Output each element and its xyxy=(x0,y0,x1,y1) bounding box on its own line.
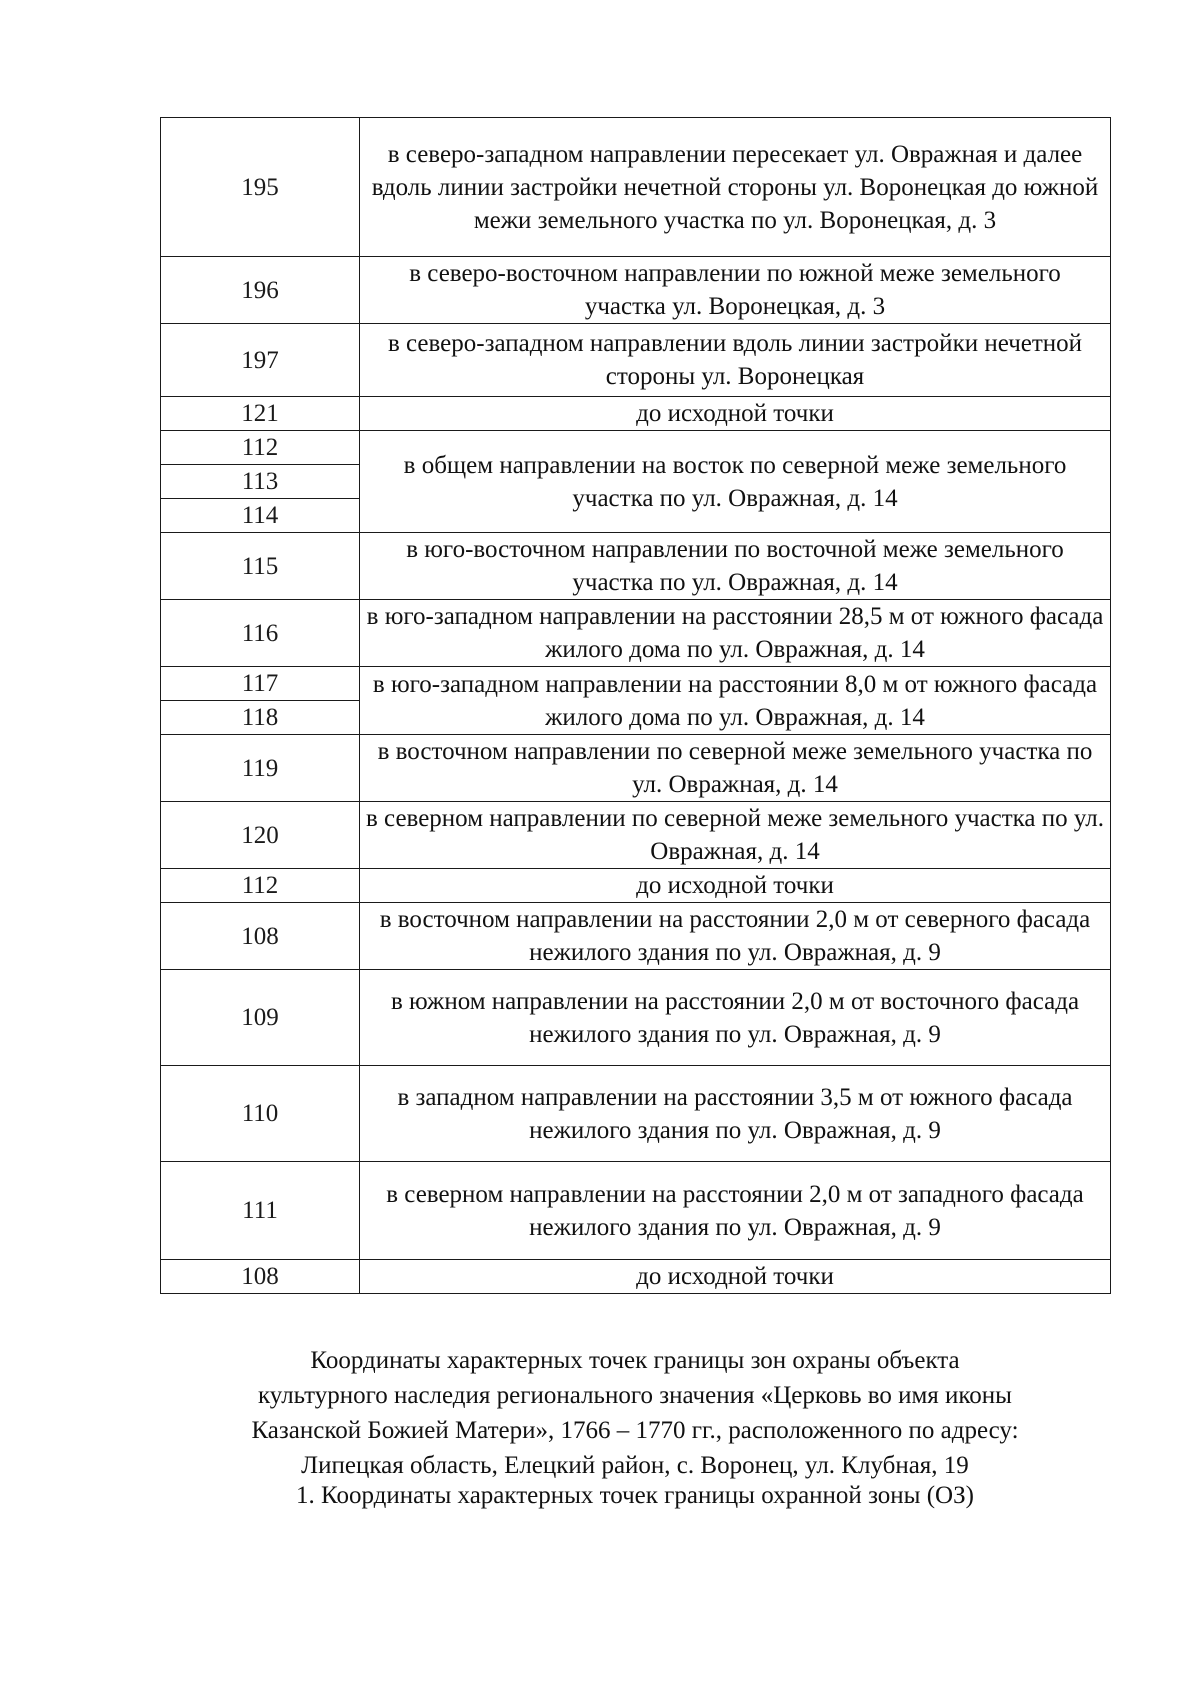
direction-description: в западном направлении на расстоянии 3,5 м от южного фасада нежилого здания по ул. Овражная, д. 9 xyxy=(360,1066,1111,1162)
direction-description: в юго-западном направлении на расстоянии 28,5 м от южного фасада жилого дома по ул. Овражная, д. 14 xyxy=(360,600,1111,667)
direction-description: в юго-восточном направлении по восточной меже земельного участка по ул. Овражная, д. 14 xyxy=(360,533,1111,600)
point-number: 197 xyxy=(161,324,360,397)
direction-description: в восточном направлении по северной меже земельного участка по ул. Овражная, д. 14 xyxy=(360,735,1111,802)
table-row xyxy=(161,1162,1111,1260)
point-number: 118 xyxy=(161,701,360,735)
point-number: 113 xyxy=(161,465,360,499)
table-row xyxy=(161,667,1111,701)
direction-description: в северо-западном направлении вдоль линии застройки нечетной стороны ул. Воронецкая xyxy=(360,324,1111,397)
table-row xyxy=(161,903,1111,970)
table-row xyxy=(161,869,1111,903)
table-row xyxy=(161,397,1111,431)
point-number: 115 xyxy=(161,533,360,600)
table-row xyxy=(161,802,1111,869)
heading-line: Казанской Божией Матери», 1766 – 1770 гг., расположенного по адресу: xyxy=(251,1417,1019,1444)
direction-description: в северном направлении по северной меже земельного участка по ул. Овражная, д. 14 xyxy=(360,802,1111,869)
point-number: 110 xyxy=(161,1066,360,1162)
table-row xyxy=(161,431,1111,465)
table-row xyxy=(161,324,1111,397)
table-row xyxy=(161,735,1111,802)
point-number: 196 xyxy=(161,257,360,324)
section-heading xyxy=(160,1343,1110,1483)
direction-description: до исходной точки xyxy=(360,397,1111,431)
direction-description: в общем направлении на восток по северной меже земельного участка по ул. Овражная, д. 14 xyxy=(360,431,1111,533)
direction-description: до исходной точки xyxy=(360,1260,1111,1294)
heading-line: Липецкая область, Елецкий район, с. Воронец, ул. Клубная, 19 xyxy=(301,1452,969,1479)
direction-description: до исходной точки xyxy=(360,869,1111,903)
point-number: 116 xyxy=(161,600,360,667)
direction-description: в северном направлении на расстоянии 2,0 м от западного фасада нежилого здания по ул. Овражная, д. 9 xyxy=(360,1162,1111,1260)
table-row xyxy=(161,970,1111,1066)
point-number: 108 xyxy=(161,903,360,970)
point-number: 114 xyxy=(161,499,360,533)
direction-description: в юго-западном направлении на расстоянии 8,0 м от южного фасада жилого дома по ул. Овражная, д. 14 xyxy=(360,667,1111,735)
point-number: 121 xyxy=(161,397,360,431)
table-row xyxy=(161,257,1111,324)
direction-description: в северо-западном направлении пересекает ул. Овражная и далее вдоль линии застройки нечетной стороны ул. Воронецкая до южной межи земельного участка по ул. Воронецкая, д. 3 xyxy=(360,118,1111,257)
heading-line: Координаты характерных точек границы зон охраны объекта xyxy=(310,1347,960,1374)
point-number: 119 xyxy=(161,735,360,802)
table-row xyxy=(161,1260,1111,1294)
point-number: 108 xyxy=(161,1260,360,1294)
point-number: 112 xyxy=(161,431,360,465)
point-number: 120 xyxy=(161,802,360,869)
direction-description: в северо-восточном направлении по южной меже земельного участка ул. Воронецкая, д. 3 xyxy=(360,257,1111,324)
table-row xyxy=(161,1066,1111,1162)
table-row xyxy=(161,118,1111,257)
heading-line: культурного наследия регионального значения «Церковь во имя иконы xyxy=(258,1382,1012,1409)
direction-description: в восточном направлении на расстоянии 2,0 м от северного фасада нежилого здания по ул. Овражная, д. 9 xyxy=(360,903,1111,970)
subsection-heading: 1. Координаты характерных точек границы охранной зоны (ОЗ) xyxy=(296,1482,974,1509)
direction-description: в южном направлении на расстоянии 2,0 м от восточного фасада нежилого здания по ул. Овражная, д. 9 xyxy=(360,970,1111,1066)
point-number: 117 xyxy=(161,667,360,701)
point-number: 112 xyxy=(161,869,360,903)
table-row xyxy=(161,533,1111,600)
point-number: 109 xyxy=(161,970,360,1066)
point-number: 195 xyxy=(161,118,360,257)
boundary-description-table xyxy=(160,117,1111,1294)
point-number: 111 xyxy=(161,1162,360,1260)
table-row xyxy=(161,600,1111,667)
